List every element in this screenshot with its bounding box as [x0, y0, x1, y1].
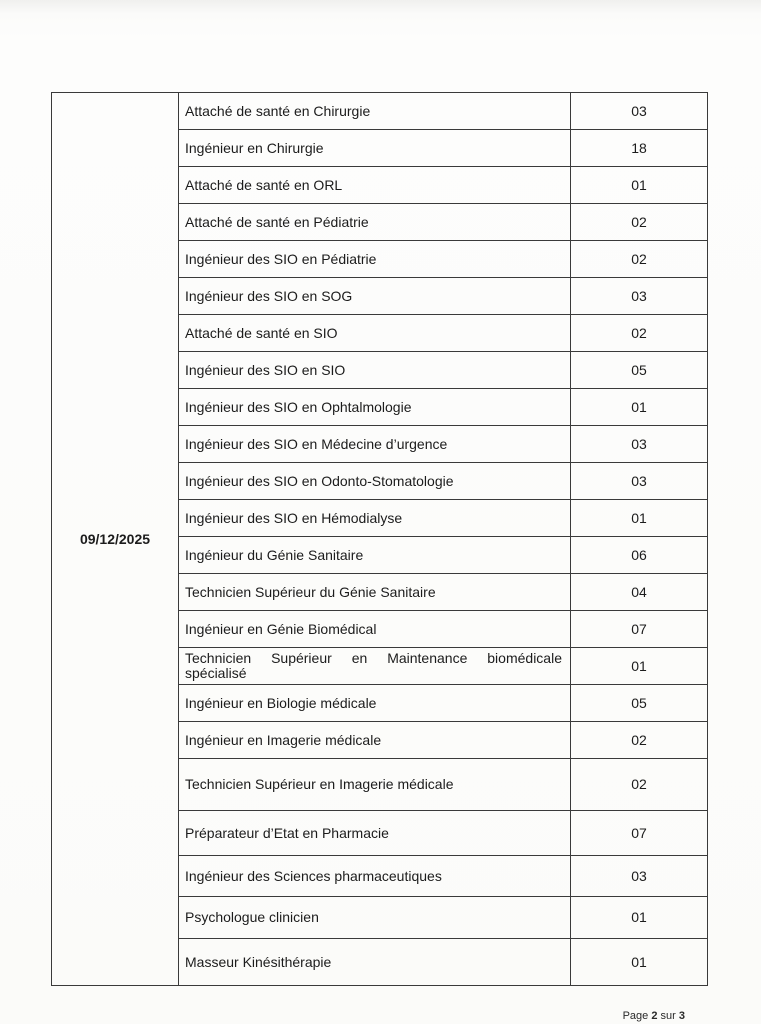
position-label: Ingénieur des Sciences pharmaceutiques: [179, 856, 571, 897]
position-count: 05: [571, 685, 708, 722]
footer-total-pages: 3: [678, 1010, 685, 1022]
position-label: Masseur Kinésithérapie: [179, 939, 571, 986]
footer-prefix: Page: [622, 1010, 649, 1022]
page-footer: [623, 1010, 685, 1022]
position-count: 03: [571, 426, 708, 463]
position-label: Technicien Supérieur du Génie Sanitaire: [179, 574, 571, 611]
position-count: 05: [571, 352, 708, 389]
footer-middle: sur: [660, 1010, 676, 1022]
position-count: 03: [571, 463, 708, 500]
position-label: Ingénieur des SIO en Médecine d’urgence: [179, 426, 571, 463]
table-row: [52, 93, 708, 130]
position-label: Technicien Supérieur en Maintenance biomédicale spécialisé: [179, 648, 571, 685]
position-label: Attaché de santé en SIO: [179, 315, 571, 352]
position-count: 02: [571, 204, 708, 241]
position-label: Ingénieur des SIO en SIO: [179, 352, 571, 389]
position-label: Psychologue clinicien: [179, 897, 571, 939]
position-label: Préparateur d’Etat en Pharmacie: [179, 811, 571, 856]
position-count: 07: [571, 811, 708, 856]
position-label: Ingénieur en Imagerie médicale: [179, 722, 571, 759]
position-count: 18: [571, 130, 708, 167]
position-label: Attaché de santé en Chirurgie: [179, 93, 571, 130]
position-count: 01: [571, 167, 708, 204]
position-label: Attaché de santé en ORL: [179, 167, 571, 204]
position-count: 03: [571, 93, 708, 130]
position-label: Ingénieur du Génie Sanitaire: [179, 537, 571, 574]
position-count: 03: [571, 856, 708, 897]
position-count: 02: [571, 722, 708, 759]
position-label: Ingénieur des SIO en Pédiatrie: [179, 241, 571, 278]
position-label: Technicien Supérieur en Imagerie médicale: [179, 759, 571, 811]
date-cell: 09/12/2025: [52, 93, 179, 986]
position-count: 07: [571, 611, 708, 648]
footer-current-page: 2: [651, 1010, 658, 1022]
position-count: 06: [571, 537, 708, 574]
position-count: 02: [571, 241, 708, 278]
position-count: 01: [571, 939, 708, 986]
position-label: Ingénieur des SIO en Ophtalmologie: [179, 389, 571, 426]
position-count: 02: [571, 315, 708, 352]
position-count: 01: [571, 500, 708, 537]
position-label: Ingénieur en Chirurgie: [179, 130, 571, 167]
position-label: Ingénieur des SIO en Hémodialyse: [179, 500, 571, 537]
position-label: Ingénieur des SIO en SOG: [179, 278, 571, 315]
position-count: 01: [571, 389, 708, 426]
positions-table: [51, 92, 708, 986]
position-count: 04: [571, 574, 708, 611]
position-label: Attaché de santé en Pédiatrie: [179, 204, 571, 241]
position-label: Ingénieur en Génie Biomédical: [179, 611, 571, 648]
position-count: 01: [571, 648, 708, 685]
position-count: 02: [571, 759, 708, 811]
position-label: Ingénieur en Biologie médicale: [179, 685, 571, 722]
position-count: 03: [571, 278, 708, 315]
position-label: Ingénieur des SIO en Odonto-Stomatologie: [179, 463, 571, 500]
position-count: 01: [571, 897, 708, 939]
